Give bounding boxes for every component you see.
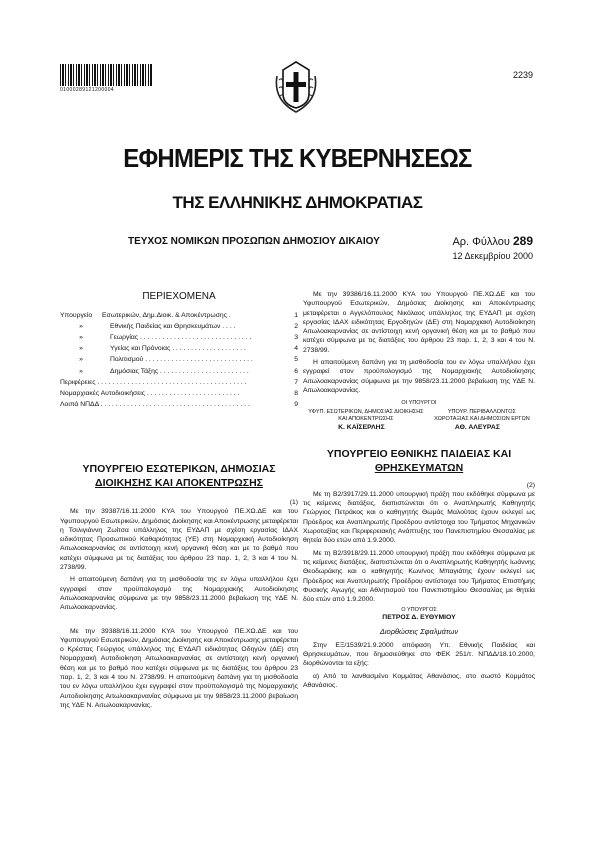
toc-category: » (79, 356, 83, 364)
gazette-subtitle: ΤΗΣ ΕΛΛΗΝΙΚΗΣ ΔΗΜΟΚΡΑΤΙΑΣ (172, 193, 423, 212)
toc-category: » (79, 334, 83, 342)
toc-item[interactable] (60, 377, 298, 388)
sheet-label: Αρ. Φύλλου (452, 236, 510, 248)
signature-name: ΠΕΤΡΟΣ Δ. ΕΥΘΥΜΙΟΥ (382, 614, 456, 622)
signature-role-2-line1: ΥΠΟΥΡ. ΠΕΡΙΒΑΛΛΟΝΤΟΣ (447, 409, 516, 416)
toc-page: 4 (294, 345, 298, 353)
toc-item[interactable] (60, 310, 298, 321)
signature-role-2 (434, 409, 530, 423)
toc-page: 2 (294, 323, 298, 331)
toc-item[interactable] (60, 332, 298, 343)
table-of-contents (60, 310, 298, 410)
toc-item[interactable] (60, 365, 298, 376)
signature-role-1-line1: ΥΦΥΠ. ΕΣΩΤΕΡΙΚΩΝ, ΔΗΜΟΣΙΑΣ ΔΙΟΙΚΗΣΗΣ (308, 409, 424, 416)
paragraph: Με τη Β2/3917/29.11.2000 υπουργική πράξη που εκδόθηκε σύμφωνα με τις κείμενες διατάξεις, διαπιστώνεται ότι ο Αναπληρωτής Καθηγητής Γεώργιος Πετράκος και ο καθηγητής Θωμάς Μαλούτας έχουν εκλεγεί ως Πρόεδρος και Αναπληρωτής Προέδρου αντίστοιχα του Τμήματος Μηχανικών Χωροταξίας και Περιφερειακής Ανάπτυξης του Πανεπιστημίου Θεσσαλίας με θητεία δύο ετών από 1.9.2000. (303, 490, 535, 545)
toc-item[interactable] (60, 399, 298, 410)
toc-item[interactable] (60, 321, 298, 332)
ministry-heading-education (303, 447, 535, 475)
barcode-number: 01000289121200004 (60, 87, 115, 93)
signature-name-2: ΑΘ. ΑΛΕΥΡΑΣ (454, 424, 500, 432)
signature-heading: ΟΙ ΥΠΟΥΡΓΟΙ (401, 400, 437, 407)
toc-label: Νομαρχιακές Αυτοδιοικήσεις . . . . . . . . . . . . . . . . . . . . . . . . . (60, 389, 240, 397)
greek-coat-of-arms-icon (271, 58, 321, 116)
toc-label: Γεωργίας . . . . . . . . . . . . . . . . . . . . . . . . . . . . . . (110, 334, 252, 342)
barcode (60, 64, 152, 86)
decision-number: (2) (526, 481, 535, 489)
toc-page: 6 (294, 367, 298, 375)
signature-names (303, 423, 535, 432)
paragraph: Με την 39386/16.11.2000 ΚΥΑ του Υπουργού ΠΕ.ΧΩ.ΔΕ και του Υφυπουργού Εσωτερικών, Δημόσιας Διοίκησης και Αποκέντρωσης μεταφέρεται ο Αγγελόπουλος Νικόλαος υπάλληλος της ΕΥΔΑΠ με σχέση εργασίας ΙΔΑΧ ειδικότητας Εργοδηγών (ΔΕ) στη Νομαρχιακή Αυτοδιοίκηση Αιτωλοακαρνανίας σε αντίστοιχη κενή οργανική θέση και με το βαθμό που κατέχει σύμφωνα με τις διατάξεις του άρθρου 23 παρ. 1, 2, 3 και 4 του Ν. 2738/99. (303, 291, 535, 354)
toc-label: Λοιπά ΝΠΔΔ . . . . . . . . . . . . . . . . . . . . . . . . . . . . . . . . . . . . . . . . (60, 400, 250, 408)
toc-category: » (79, 323, 83, 331)
toc-item[interactable] (60, 343, 298, 354)
signature-role-1-line2: ΚΑΙ ΑΠΟΚΕΝΤΡΩΣΗΣ (338, 416, 394, 423)
toc-page: 9 (294, 400, 298, 408)
paragraph: α) Από το λανθασμένο Κομμάτας Αθανάσιος, στο σωστό Κομμάτος Αθανάσιος. (303, 672, 535, 689)
toc-label: Εθνικής Παιδείας και Θρησκευμάτων . . . . (110, 323, 236, 331)
signature-role-1 (308, 409, 423, 423)
paragraph: Η απαιτούμενη δαπάνη για τη μισθοδοσία της εν λόγω υπαλλήλου έχει εγγραφεί στον προϋπολογισμό της Νομαρχιακής Αυτοδιοίκησης Αιτωλοακαρνανίας σύμφωνα με την 9858/23.11.2000 βεβαίωση της ΥΔΕ Ν. Αιτωλοακαρνανίας. (60, 576, 298, 612)
paragraph: Με την 39388/16.11.2000 ΚΥΑ του Υπουργού ΠΕ.ΧΩ.ΔΕ και του Υφυπουργού Εσωτερικών, Δημόσιας Διοίκησης και Αποκέντρωσης μεταφέρεται ο Κρέστας Γεώργιος υπάλληλος της ΕΥΔΑΠ ειδικότητας Οδηγών (ΔΕ) στη Νομαρχιακή Αυτοδιοίκηση Αιτωλοακαρνανίας σε αντίστοιχη κενή οργανική θέση και με το βαθμό που κατέχει σύμφωνα με τις διατάξεις του άρθρου 23 παρ. 1, 2, 3 και 4 του Ν. 2738/99. Η απαιτούμενη δαπάνη για τη μισθοδοσία του εν λόγω υπαλλήλου έχει εγγραφεί στον προϋπολογισμό της Νομαρχιακής Αυτοδιοίκησης Αιτωλοακαρνανίας σύμφωνα με την 9858/23.11.2000 βεβαίωση της ΥΔΕ Ν. Αιτωλοακαρνανίας. (60, 627, 298, 709)
corrections-title: Διορθώσεις Σφαλμάτων (379, 627, 459, 637)
signature-heading: Ο ΥΠΟΥΡΓΟΣ (401, 607, 437, 614)
gazette-title: ΕΦΗΜΕΡΙΣ ΤΗΣ ΚΥΒΕΡΝΗΣΕΩΣ (123, 143, 472, 173)
toc-label: Δημόσιας Τάξης . . . . . . . . . . . . . . . . . . . . . . . . (110, 367, 249, 375)
toc-page: 3 (294, 334, 298, 342)
toc-category: » (79, 345, 83, 353)
ministry-heading-interior (60, 462, 298, 490)
decision-number: (1) (289, 499, 298, 506)
signature-roles (303, 409, 535, 423)
toc-page: 1 (294, 312, 298, 320)
toc-category: » (79, 367, 83, 375)
toc-label: Περιφέρειες . . . . . . . . . . . . . . . . . . . . . . . . . . . . . . . . . . . . . . . . (60, 378, 247, 386)
issue-type: ΤΕΥΧΟΣ ΝΟΜΙΚΩΝ ΠΡΟΣΩΠΩΝ ΔΗΜΟΣΙΟΥ ΔΙΚΑΙΟΥ (128, 236, 380, 247)
signature-name-1: Κ. ΚΑΪΣΕΡΛΗΣ (338, 424, 385, 432)
issue-date: 12 Δεκεμβρίου 2000 (452, 251, 533, 261)
toc-label: Εσωτερικών, Δημ.Διοικ. & Αποκέντρωσης . (102, 312, 231, 320)
toc-page: 8 (294, 389, 298, 397)
ministry-heading-line1: ΥΠΟΥΡΓΕΙΟ ΕΣΩΤΕΡΙΚΩΝ, ΔΗΜΟΣΙΑΣ (82, 463, 276, 475)
ministry-heading-line2 (303, 461, 535, 475)
toc-page: 5 (294, 356, 298, 364)
page-number: 2239 (512, 70, 533, 80)
right-column-body (303, 290, 535, 693)
sheet-number-value: 289 (512, 234, 533, 248)
ministry-heading-line2-text: ΘΡΗΣΚΕΥΜΑΤΩΝ (374, 461, 464, 474)
paragraph: Στην ΕΞ/1539/21.9.2000 απόφαση Υπ. Εθνικής Παιδείας και Θρησκευμάτων, που δημοσιεύθηκε στο ΦΕΚ 251/τ. ΝΠΔΔ/18.10.2000, διορθώνονται τα εξής: (303, 641, 535, 668)
ministry-heading-line2-text: ΔΙΟΙΚΗΣΗΣ ΚΑΙ ΑΠΟΚΕΝΤΡΩΣΗΣ (95, 477, 263, 489)
toc-item[interactable] (60, 354, 298, 365)
toc-label: Υγείας και Πρόνοιας . . . . . . . . . . . . . . . . . . . . (110, 345, 246, 353)
paragraph: Η απαιτούμενη δαπάνη για τη μισθοδοσία του εν λόγω υπαλλήλου έχει εγγραφεί στον προϋπολογισμό της Νομαρχιακής Αυτοδιοίκησης Αιτωλοακαρνανίας σύμφωνα με την 9858/23.11.2000 βεβαίωση της ΥΔΕ Ν. Αιτωλοακαρνανίας. (303, 359, 535, 394)
paragraph: Με τη Β2/3918/29.11.2000 υπουργική πράξη που εκδόθηκε σύμφωνα με τις κείμενες διατάξεις, διαπιστώνεται ότι ο Αναπληρωτής Καθηγητής Ιωάννης Θεοδωράκης και ο καθηγητής Κων/νος Μπαγιάτης έχουν εκλεγεί ως Πρόεδρος και Αναπληρωτής Προέδρου αντίστοιχα του Τμήματος Επιστήμης Φυσικής Αγωγής και Αθλητισμού του Πανεπιστημίου Θεσσαλίας με θητεία δύο ετών από 1.9.2000. (303, 549, 535, 604)
toc-title: ΠΕΡΙΕΧΟΜΕΝΑ (142, 291, 216, 302)
toc-category: Υπουργείο (60, 312, 93, 320)
signature-role-2-line2: ΧΩΡΟΤΑΞΙΑΣ ΚΑΙ ΔΗΜΟΣΙΩΝ ΕΡΓΩΝ (434, 416, 530, 423)
sheet-number (452, 234, 533, 248)
toc-item[interactable] (60, 388, 298, 399)
toc-label: Πολιτισμού . . . . . . . . . . . . . . . . . . . . . . . . . . . . . (110, 356, 253, 364)
ministry-heading-line2 (60, 476, 298, 490)
paragraph: Με την 39387/16.11.2000 ΚΥΑ του Υπουργού ΠΕ.ΧΩ.ΔΕ και του Υφυπουργού Εσωτερικών, Δημόσιας Διοίκησης και Αποκέντρωσης μεταφέρεται η Τσιλιγιάννη Ζωίτσα υπάλληλος της ΕΥΔΑΠ με σχέση εργασίας ΙΔΑΧ ειδικότητας Προσωπικού Καθαριότητας (ΥΕ) στη Νομαρχιακή Αυτοδιοίκηση Αιτωλοακαρνανίας σε αντίστοιχη κενή οργανική θέση και με το βαθμό που κατέχει σύμφωνα με τις διατάξεις του άρθρου 23 παρ. 1, 2, 3 και 4 του Ν. 2738/99. (60, 508, 298, 572)
ministry-heading-line1: ΥΠΟΥΡΓΕΙΟ ΕΘΝΙΚΗΣ ΠΑΙΔΕΙΑΣ ΚΑΙ (326, 447, 512, 460)
toc-page: 7 (294, 378, 298, 386)
left-column-body (60, 462, 298, 713)
